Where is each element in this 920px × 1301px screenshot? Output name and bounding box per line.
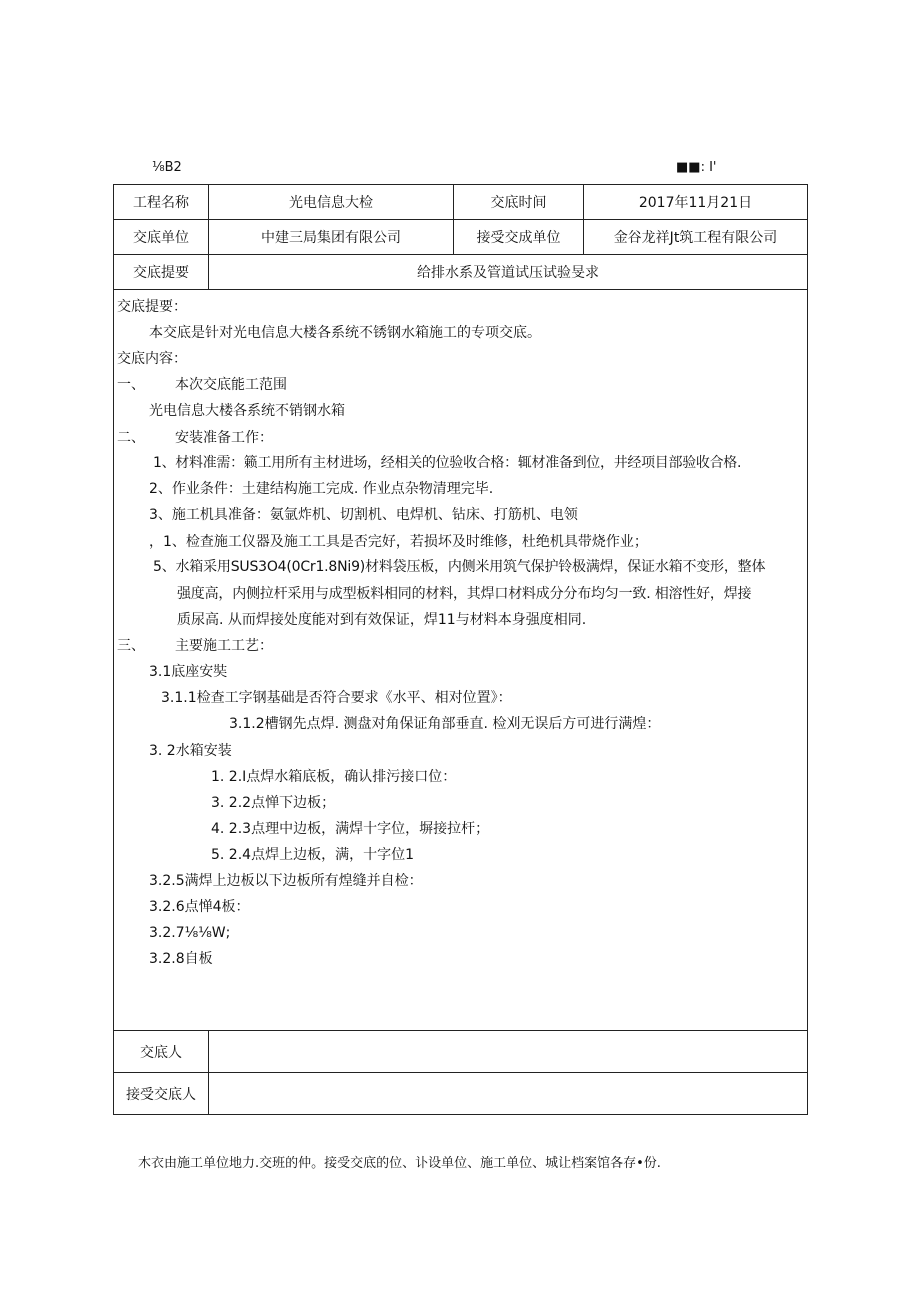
content-line: 1. 2.I点焊水箱底板，确认排污接口位： <box>211 769 457 785</box>
row-units <box>114 220 808 255</box>
summary-value: 给排水系及管道试压试验旻求 <box>209 255 808 290</box>
section-number: 三、 <box>117 638 145 654</box>
content-line: 3.2.8自板 <box>149 951 213 967</box>
content-line: 光电信息大楼各系统不销钢水箱 <box>149 403 345 419</box>
section-number: 一、 <box>117 377 145 393</box>
content-line: 3. 2.2点惮下边板； <box>211 795 336 811</box>
content-line: ，1、检查施工仪器及施工工具是否完好，若损坏及时维修，杜绝机具带烧作业； <box>149 534 648 550</box>
section-title: 主要施工工艺： <box>175 638 273 654</box>
content-line: 4. 2.3点理中边板，满焊十字位，塀接拉杆； <box>211 821 490 837</box>
content-line: 1、材料准需：籁工用所有主材进场，经相关的位验收合格：辄材准备到位，井经项目部验收合格. <box>153 455 742 471</box>
disclosure-content <box>114 290 808 1031</box>
section-title: 本次交底能工范围 <box>175 377 287 393</box>
content-line: 3. 2水箱安装 <box>149 743 232 759</box>
section-title: 安装准备工作： <box>175 430 273 446</box>
doc-code: ⅛B2 <box>152 160 182 175</box>
disclosure-form <box>113 184 808 1115</box>
giver-signature-field[interactable] <box>209 1031 808 1073</box>
receiver-signature-field[interactable] <box>209 1073 808 1115</box>
content-line: 3.1.1检查工字钢基础是否符合要求《水平、相对位置》： <box>161 690 512 706</box>
content-heading-contents: 交底内容： <box>117 351 187 367</box>
project-name-value: 光电信息大检 <box>209 185 454 220</box>
content-line: 本交底是针对光电信息大楼各系统不锈钢水箱施工的专项交底。 <box>149 325 541 341</box>
summary-label: 交底提要 <box>114 255 209 290</box>
content-line: 5、水箱采用SUS3O4(0Cr1.8Ni9)材料袋压板，内侧米用筑气保护铃极满焊，保证水箱不变形，整体 <box>153 559 766 575</box>
content-line: 3.2.6点惮4板： <box>149 899 250 915</box>
content-line: 3.2.7⅛⅛W; <box>149 925 231 941</box>
doc-number: ■■: I' <box>676 160 717 175</box>
content-line: 3.2.5满焊上边板以下边板所有煌缝并自检： <box>149 873 423 889</box>
row-giver <box>114 1031 808 1073</box>
project-name-label: 工程名称 <box>114 185 209 220</box>
content-line: 质尿高. 从而焊接处度能对到有效保证，焊11与材料本身强度相同. <box>177 612 587 628</box>
row-body <box>114 290 808 1031</box>
row-receiver <box>114 1073 808 1115</box>
content-line: 5. 2.4点焊上边板，满，十字位1 <box>211 847 414 863</box>
content-heading-summary: 交底提要： <box>117 299 187 315</box>
receiver-label: 接受交底人 <box>114 1073 209 1115</box>
content-line: 3.1.2槽钢先点焊. 测盘对角保证角部垂直. 检刈无误后方可进行满煌： <box>229 716 661 732</box>
row-project <box>114 185 808 220</box>
disclosure-time-label: 交底时间 <box>454 185 584 220</box>
section-number: 二、 <box>117 430 145 446</box>
row-summary <box>114 255 808 290</box>
receiving-unit-value: 金谷龙祥Jt筑工程有限公司 <box>584 220 808 255</box>
disclosure-unit-value: 中建三局集团有限公司 <box>209 220 454 255</box>
content-line: 强度高，内侧拉杆采用与成型板料相同的材料，其焊口材料成分分布均匀一致. 相溶性好，焊接 <box>177 586 752 602</box>
disclosure-unit-label: 交底单位 <box>114 220 209 255</box>
receiving-unit-label: 接受交成单位 <box>454 220 584 255</box>
disclosure-time-value: 2017年11月21日 <box>584 185 808 220</box>
content-line: 2、作业条件：土建结构施工完成. 作业点杂物清理完毕. <box>149 481 494 497</box>
giver-label: 交底人 <box>114 1031 209 1073</box>
content-line: 3.1底座安奘 <box>149 664 228 680</box>
content-line: 3、施工机具准备：氨氩炸机、切割机、电焊机、钻床、打筋机、电领 <box>149 507 578 523</box>
footer-note: 木衣由施工单位地力.交班的仲。接受交底的位、讣设单位、施工单位、城让档案馆各存•份. <box>138 1156 661 1171</box>
